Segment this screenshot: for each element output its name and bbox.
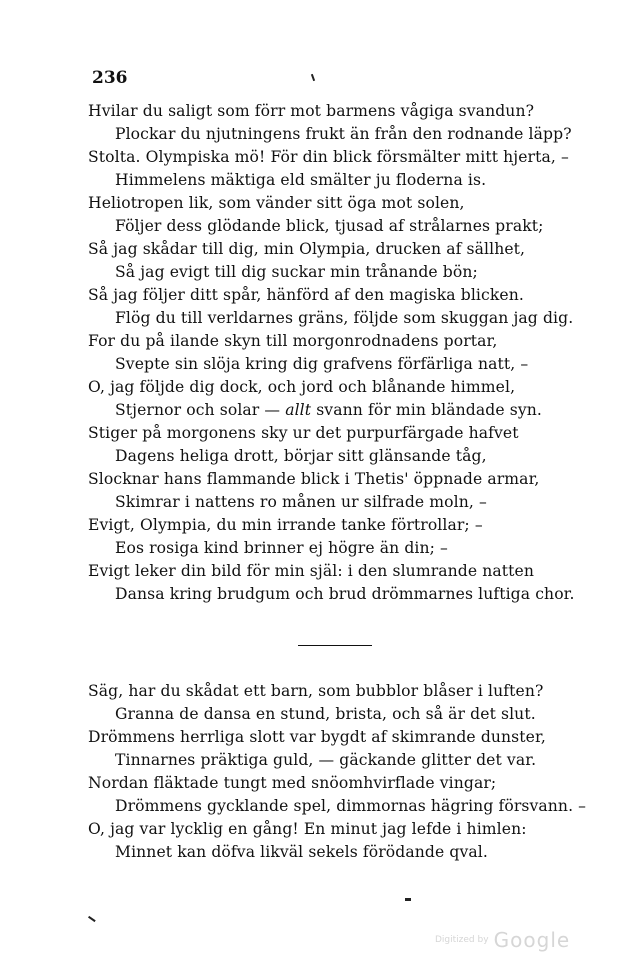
verse-line: Minnet kan döfva likväl sekels förödande qval.	[115, 843, 488, 861]
verse-segment: Stjernor och solar —	[115, 401, 281, 419]
verse-line: For du på ilande skyn till morgonrodnadens portar,	[88, 332, 498, 350]
verse-line: Drömmens herrliga slott var bygdt af skimrande dunster,	[88, 728, 546, 746]
scan-speck	[88, 916, 95, 922]
verse-line: Så jag evigt till dig suckar min trånande bön;	[115, 263, 478, 281]
scan-speck	[311, 74, 315, 81]
verse-line: Evigt, Olympia, du min irrande tanke förtrollar; –	[88, 516, 483, 534]
page-number: 236	[92, 68, 128, 88]
verse-line: Eos rosiga kind brinner ej högre än din; –	[115, 539, 448, 557]
verse-segment: svann för min bländade syn.	[316, 401, 542, 419]
verse-line: Heliotropen lik, som vänder sitt öga mot solen,	[88, 194, 465, 212]
verse-line: Nordan fläktade tungt med snöomhvirflade vingar;	[88, 774, 497, 792]
verse-line: Dagens heliga drott, börjar sitt glänsande tåg,	[115, 447, 487, 465]
verse-line: Evigt leker din bild för min själ: i den slumrande natten	[88, 562, 535, 580]
scan-speck	[405, 898, 411, 901]
verse-line	[115, 399, 542, 422]
verse-line: Granna de dansa en stund, brista, och så är det slut.	[115, 705, 536, 723]
verse-line: Tinnarnes präktiga guld, — gäckande glitter det var.	[115, 751, 537, 769]
verse-line: Stolta. Olympiska mö! För din blick försmälter mitt hjerta, –	[88, 148, 569, 166]
section-divider	[298, 645, 372, 646]
verse-line: Drömmens gycklande spel, dimmornas hägring försvann. –	[115, 797, 587, 815]
emphasized-word: allt	[285, 401, 312, 419]
verse-line: Säg, har du skådat ett barn, som bubblor blåser i luften?	[88, 682, 544, 700]
verse-line: Svepte sin slöja kring dig grafvens förfärliga natt, –	[115, 355, 529, 373]
verse-line: Himmelens mäktiga eld smälter ju floderna is.	[115, 171, 487, 189]
verse-line: Flög du till verldarnes gräns, följde som skuggan jag dig.	[115, 309, 574, 327]
verse-line: O, jag var lycklig en gång! En minut jag lefde i himlen:	[88, 820, 527, 838]
verse-line: Följer dess glödande blick, tjusad af strålarnes prakt;	[115, 217, 544, 235]
verse-line: Skimrar i nattens ro månen ur silfrade moln, –	[115, 493, 487, 511]
verse-line: Hvilar du saligt som förr mot barmens vågiga svandun?	[88, 102, 535, 120]
verse-line: Stiger på morgonens sky ur det purpurfärgade hafvet	[88, 424, 519, 442]
verse-line: Slocknar hans flammande blick i Thetis' öppnade armar,	[88, 470, 540, 488]
digitization-watermark	[435, 928, 570, 952]
verse-line: Plockar du njutningens frukt än från den rodnande läpp?	[115, 125, 572, 143]
verse-line: Dansa kring brudgum och brud drömmarnes luftiga chor.	[115, 585, 575, 603]
verse-line: Så jag följer ditt spår, hänförd af den magiska blicken.	[88, 286, 524, 304]
google-logo: Google	[493, 928, 571, 952]
verse-line: O, jag följde dig dock, och jord och blånande himmel,	[88, 378, 516, 396]
verse-line: Så jag skådar till dig, min Olympia, drucken af sällhet,	[88, 240, 526, 258]
watermark-prefix: Digitized by	[435, 935, 489, 945]
